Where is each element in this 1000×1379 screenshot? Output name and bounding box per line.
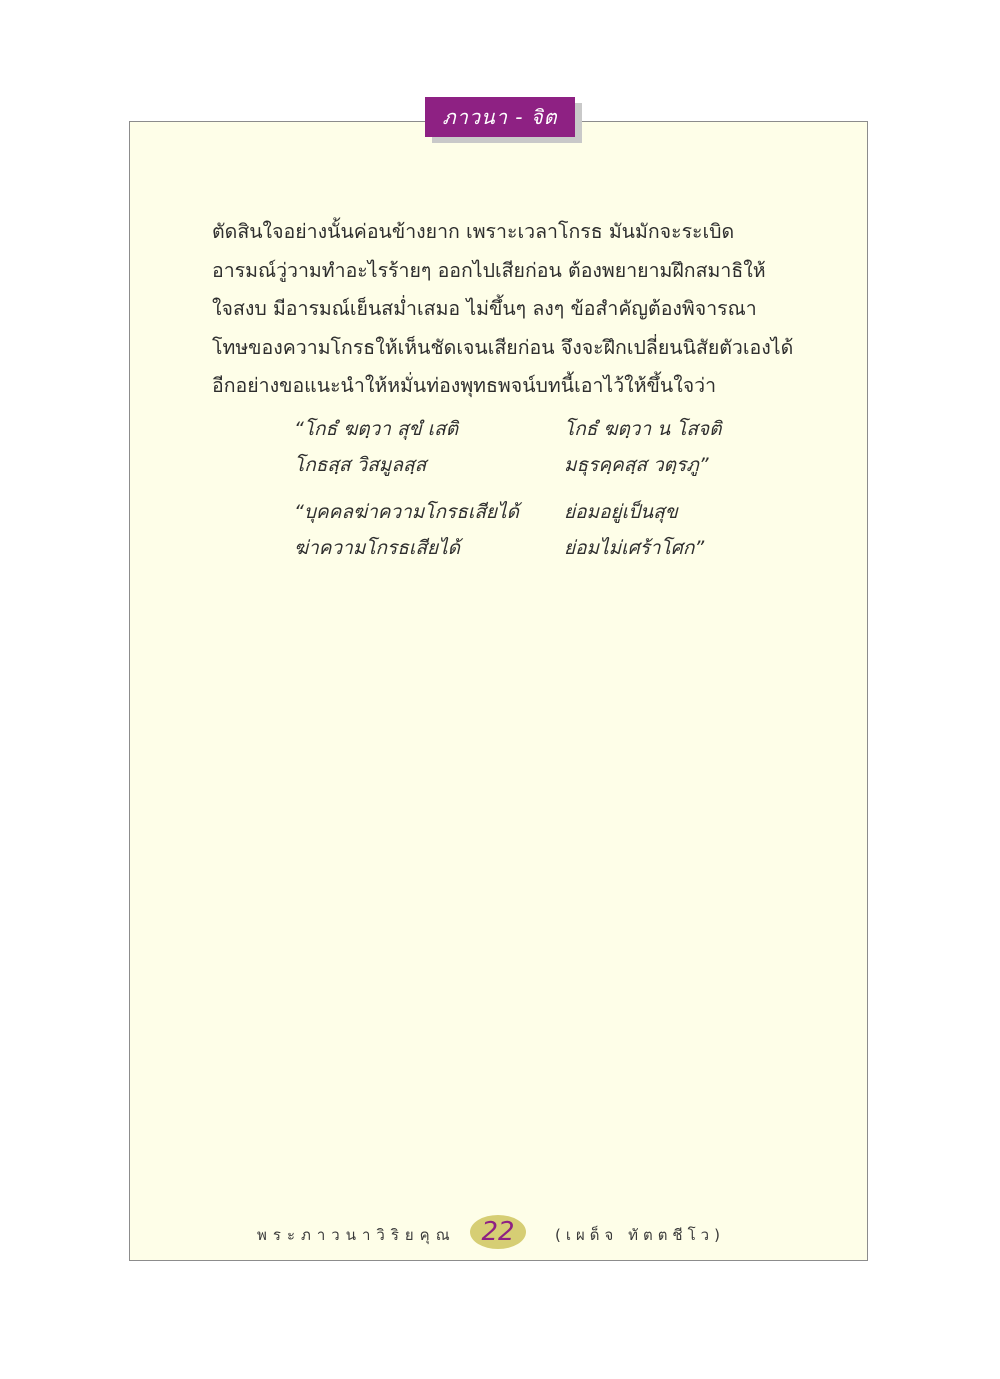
body-paragraph <box>212 213 812 406</box>
verse-line: โกธสฺส วิสมูลสฺส <box>294 454 427 476</box>
page-footer <box>129 1215 866 1251</box>
thai-verse-translation <box>294 494 764 566</box>
pali-verse <box>294 411 764 483</box>
verse-row <box>294 411 764 447</box>
verse-line: ย่อมไม่เศร้าโศก” <box>564 537 705 559</box>
verse-line: “บุคคลฆ่าความโกรธเสียได้ <box>294 501 519 523</box>
verse-line: โกธํ ฆตฺวา น โสจติ <box>564 418 722 440</box>
body-line: อีกอย่างขอแนะนำให้หมั่นท่องพุทธพจน์บทนี้เอาไว้ให้ขึ้นใจว่า <box>212 374 717 397</box>
body-line: ใจสงบ มีอารมณ์เย็นสม่ำเสมอ ไม่ขึ้นๆ ลงๆ ข้อสำคัญต้องพิจารณา <box>212 297 757 320</box>
body-line: ตัดสินใจอย่างนั้นค่อนข้างยาก เพราะเวลาโกรธ มันมักจะระเบิด <box>212 220 735 243</box>
body-line: โทษของความโกรธให้เห็นชัดเจนเสียก่อน จึงจะฝึกเปลี่ยนนิสัยตัวเองได้ <box>212 335 794 359</box>
verse-row <box>294 530 764 566</box>
page-number-badge: 22 <box>470 1215 526 1249</box>
verse-row <box>294 447 764 483</box>
verse-line: “โกธํ ฆตฺวา สุขํ เสติ <box>294 418 459 440</box>
body-line: อารมณ์วู่วามทำอะไรร้ายๆ ออกไปเสียก่อน ต้องพยายามฝึกสมาธิให้ <box>212 258 766 282</box>
verse-line: มธุรคฺคสฺส วตฺรภู” <box>564 454 709 476</box>
verse-row <box>294 494 764 530</box>
verse-line: ฆ่าความโกรธเสียได้ <box>294 537 460 559</box>
section-tab: ภาวนา - จิต <box>425 97 575 137</box>
verse-line: ย่อมอยู่เป็นสุข <box>564 501 678 523</box>
author-name: (เผด็จ ทัตตชีโว) <box>555 1226 725 1244</box>
book-title: พระภาวนาวิริยคุณ <box>257 1226 456 1244</box>
